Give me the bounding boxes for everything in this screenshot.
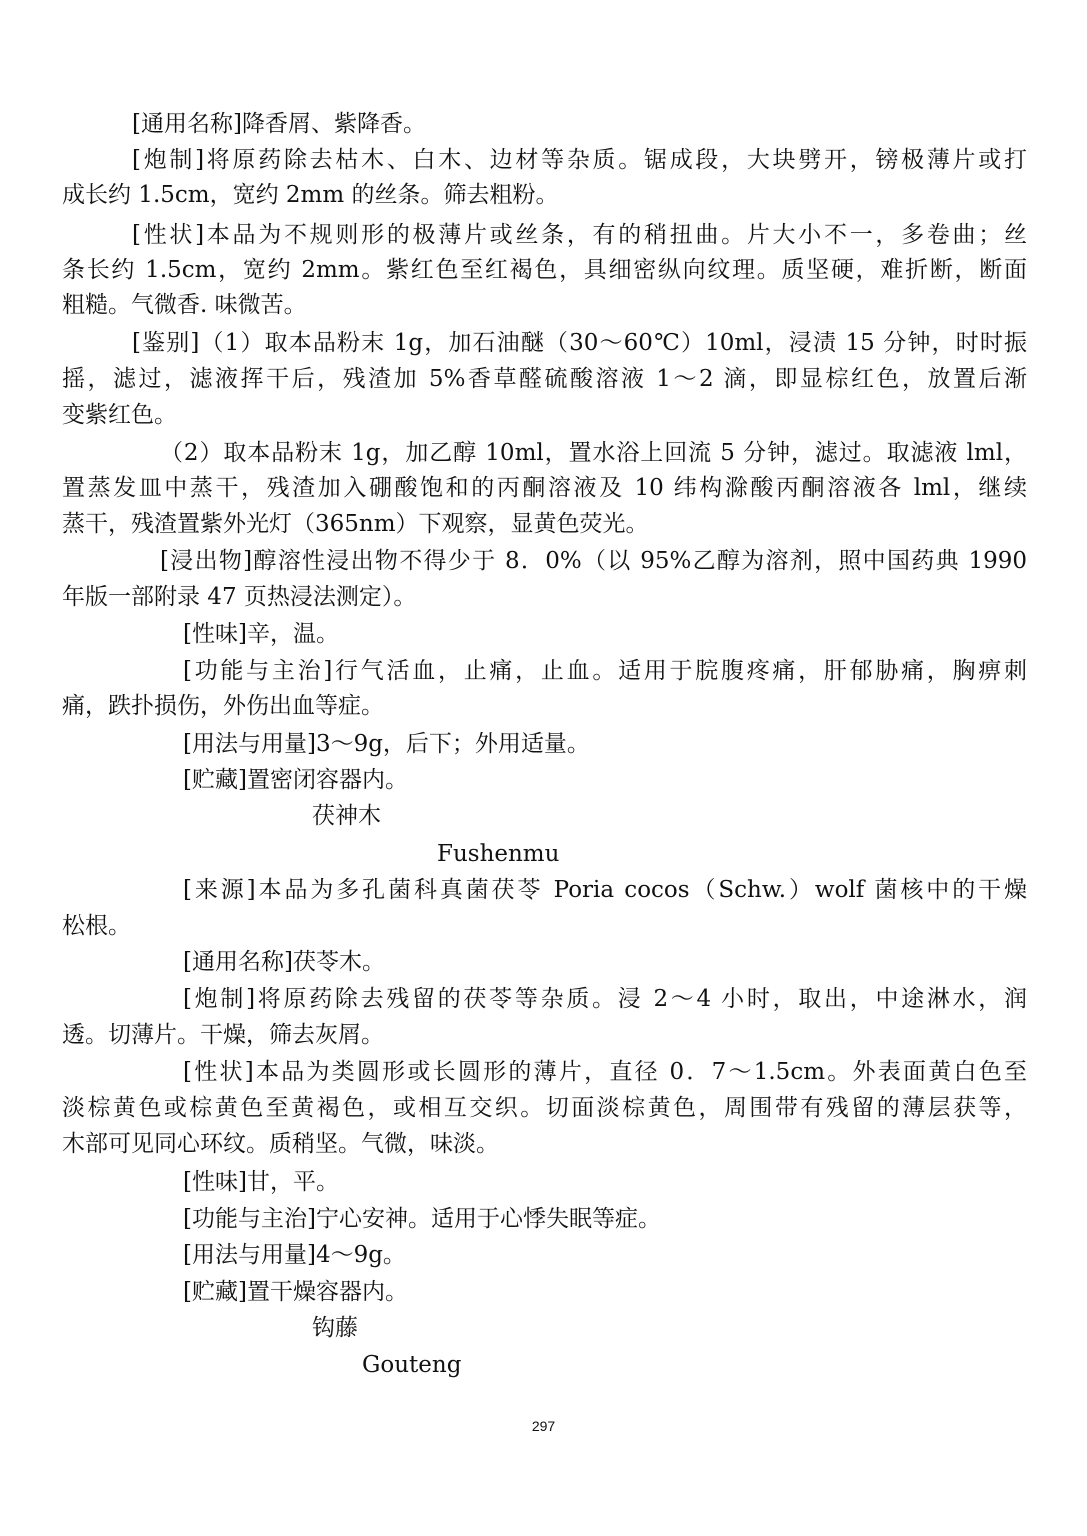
text-line: 淡棕黄色或棕黄色至黄褐色，或相互交织。切面淡棕黄色，周围带有残留的薄层获等， — [62, 1095, 1027, 1121]
entry-title: 茯神木 — [312, 803, 381, 829]
text-line: （2）取本品粉末 1g，加乙醇 10ml，置水浴上回流 5 分钟，滤过。取滤液 lml， — [160, 440, 1027, 466]
text-line: 痛，跌扑损伤，外伤出血等症。 — [62, 693, 384, 719]
text-line: [鉴别]（1）取本品粉末 1g，加石油醚（30～60℃）10ml，浸渍 15 分钟，时时振 — [132, 330, 1027, 356]
text-line: [性味]辛，温。 — [183, 621, 339, 647]
text-line: [来源]本品为多孔菌科真菌茯苓 Poria cocos（Schw.）wolf 菌核中的干燥 — [183, 877, 1027, 903]
text-line: [性味]甘，平。 — [183, 1169, 339, 1195]
text-line: [功能与主治]行气活血，止痛，止血。适用于脘腹疼痛，肝郁胁痛，胸痹刺 — [183, 658, 1027, 684]
text-line: 透。切薄片。干燥，筛去灰屑。 — [62, 1022, 384, 1048]
text-line: 摇，滤过，滤液挥干后，残渣加 5%香草醛硫酸溶液 1～2 滴，即显棕红色，放置后渐 — [62, 366, 1027, 392]
text-line: 年版一部附录 47 页热浸法测定）。 — [62, 584, 417, 610]
text-line: 木部可见同心环纹。质稍坚。气微，味淡。 — [62, 1131, 499, 1157]
text-line: [贮藏]置密闭容器内。 — [183, 767, 408, 793]
text-line: [用法与用量]3～9g，后下；外用适量。 — [183, 731, 590, 757]
text-line: 变紫红色。 — [62, 402, 177, 428]
entry-pinyin: Fushenmu — [437, 841, 560, 867]
text-line: 松根。 — [62, 913, 131, 939]
text-line: 蒸干，残渣置紫外光灯（365nm）下观察，显黄色荧光。 — [62, 511, 649, 537]
entry-title: 钩藤 — [312, 1315, 358, 1341]
text-line: [通用名称]茯苓木。 — [183, 949, 385, 975]
text-line: [贮藏]置干燥容器内。 — [183, 1279, 408, 1305]
text-line: [用法与用量]4～9g。 — [183, 1242, 406, 1268]
text-line: [性状]本品为类圆形或长圆形的薄片，直径 0．7～1.5cm。外表面黄白色至 — [183, 1059, 1027, 1085]
text-line: [浸出物]醇溶性浸出物不得少于 8．0%（以 95%乙醇为溶剂，照中国药典 1990 — [160, 548, 1027, 574]
page-number: 297 — [531, 1418, 556, 1434]
text-line: [炮制]将原药除去枯木、白木、边材等杂质。锯成段，大块劈开，镑极薄片或打 — [132, 147, 1027, 173]
text-line: 粗糙。气微香. 味微苦。 — [62, 292, 307, 318]
text-line: [通用名称]降香屑、紫降香。 — [132, 111, 426, 137]
text-line: 成长约 1.5cm，宽约 2mm 的丝条。筛去粗粉。 — [62, 182, 559, 208]
text-line: [功能与主治]宁心安神。适用于心悸失眠等症。 — [183, 1206, 661, 1232]
text-line: [炮制]将原药除去残留的茯苓等杂质。浸 2～4 小时，取出，中途淋水，润 — [183, 986, 1027, 1012]
text-line: 条长约 1.5cm，宽约 2mm。紫红色至红褐色，具细密纵向纹理。质坚硬，难折断，断面 — [62, 257, 1027, 283]
entry-pinyin: Gouteng — [362, 1352, 462, 1378]
text-line: [性状]本品为不规则形的极薄片或丝条，有的稍扭曲。片大小不一，多卷曲；丝 — [132, 222, 1027, 248]
text-line: 置蒸发皿中蒸干，残渣加入硼酸饱和的丙酮溶液及 10 纬构滁酸丙酮溶液各 lml，继续 — [62, 475, 1027, 501]
